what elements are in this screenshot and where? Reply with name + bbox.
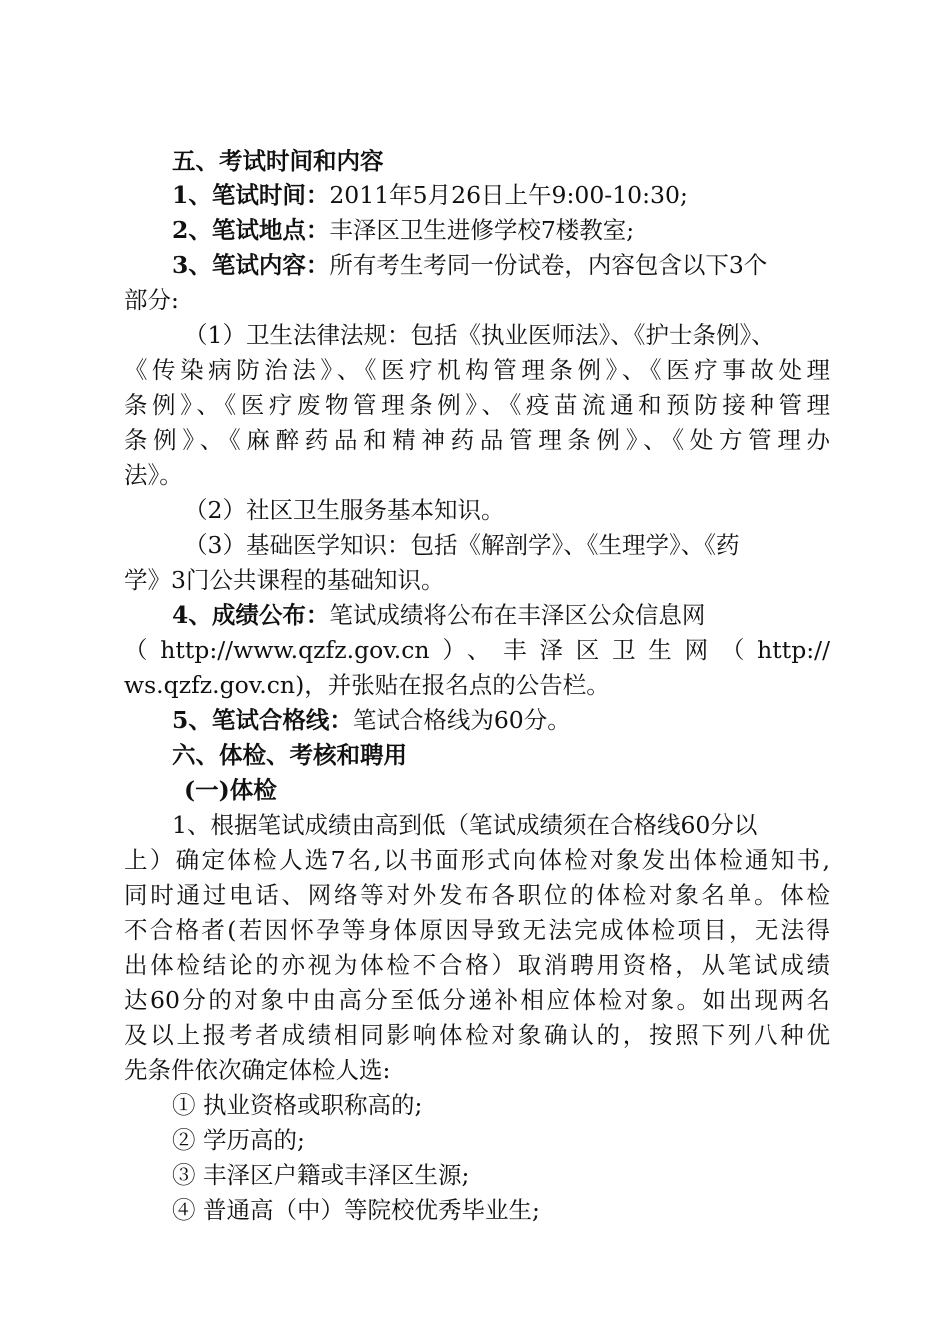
priority-item: ① 执业资格或职称高的; (172, 1091, 423, 1119)
subsection-heading: (一)体检 (184, 776, 277, 804)
paragraph-line: 条例》、《麻醉药品和精神药品管理条例》、《处方管理办 (124, 426, 830, 454)
section-heading: 五、考试时间和内容 (172, 147, 384, 175)
exam-content-line: 3、笔试内容：所有考生考同一份试卷，内容包含以下3个 (172, 251, 768, 279)
paragraph-line: 出体检结论的亦视为体检不合格）取消聘用资格，从笔试成绩 (124, 951, 830, 979)
paragraph-line: 部分: (124, 286, 179, 314)
paragraph-line: 先条件依次确定体检人选: (124, 1056, 391, 1084)
priority-item: ② 学历高的; (172, 1126, 305, 1154)
paragraph-line: 法》。 (124, 461, 183, 489)
paragraph-line: 上）确定体检人选7名,以书面形式向体检对象发出体检通知书, (124, 846, 830, 874)
paragraph-line: （2）社区卫生服务基本知识。 (184, 496, 505, 524)
paragraph-line: （1）卫生法律法规：包括《执业医师法》、《护士条例》、 (184, 321, 775, 349)
priority-item: ④ 普通高（中）等院校优秀毕业生; (172, 1196, 540, 1224)
paragraph-line: 条例》、《医疗废物管理条例》、《疫苗流通和预防接种管理 (124, 391, 830, 419)
priority-item: ③ 丰泽区户籍或丰泽区生源; (172, 1161, 470, 1189)
paragraph-line: （http://www.qzfz.gov.cn）、丰泽区卫生网（http:// (124, 636, 830, 664)
paragraph-line: 《传染病防治法》、《医疗机构管理条例》、《医疗事故处理 (124, 356, 830, 384)
paragraph-line: 同时通过电话、网络等对外发布各职位的体检对象名单。体检 (124, 881, 830, 909)
paragraph-line: 及以上报考者成绩相同影响体检对象确认的，按照下列八种优 (124, 1021, 830, 1049)
paragraph-line: 学》3门公共课程的基础知识。 (124, 566, 445, 594)
section-heading: 六、体检、考核和聘用 (172, 741, 407, 769)
paragraph-line: ws.qzfz.gov.cn)，并张贴在报名点的公告栏。 (124, 671, 610, 699)
paragraph-line: 1、根据笔试成绩由高到低（笔试成绩须在合格线60分以 (172, 811, 758, 839)
paragraph-line: （3）基础医学知识：包括《解剖学》、《生理学》、《药 (184, 531, 740, 559)
results-line: 4、成绩公布：笔试成绩将公布在丰泽区公众信息网 (172, 601, 706, 629)
paragraph-line: 达60分的对象中由高分至低分递补相应体检对象。如出现两名 (124, 986, 830, 1014)
exam-place-line: 2、笔试地点：丰泽区卫生进修学校7楼教室; (172, 216, 635, 244)
exam-time-line: 1、笔试时间：2011年5月26日上午9:00-10:30; (172, 181, 688, 209)
pass-line: 5、笔试合格线：笔试合格线为60分。 (172, 706, 571, 734)
paragraph-line: 不合格者(若因怀孕等身体原因导致无法完成体检项目，无法得 (124, 916, 830, 944)
